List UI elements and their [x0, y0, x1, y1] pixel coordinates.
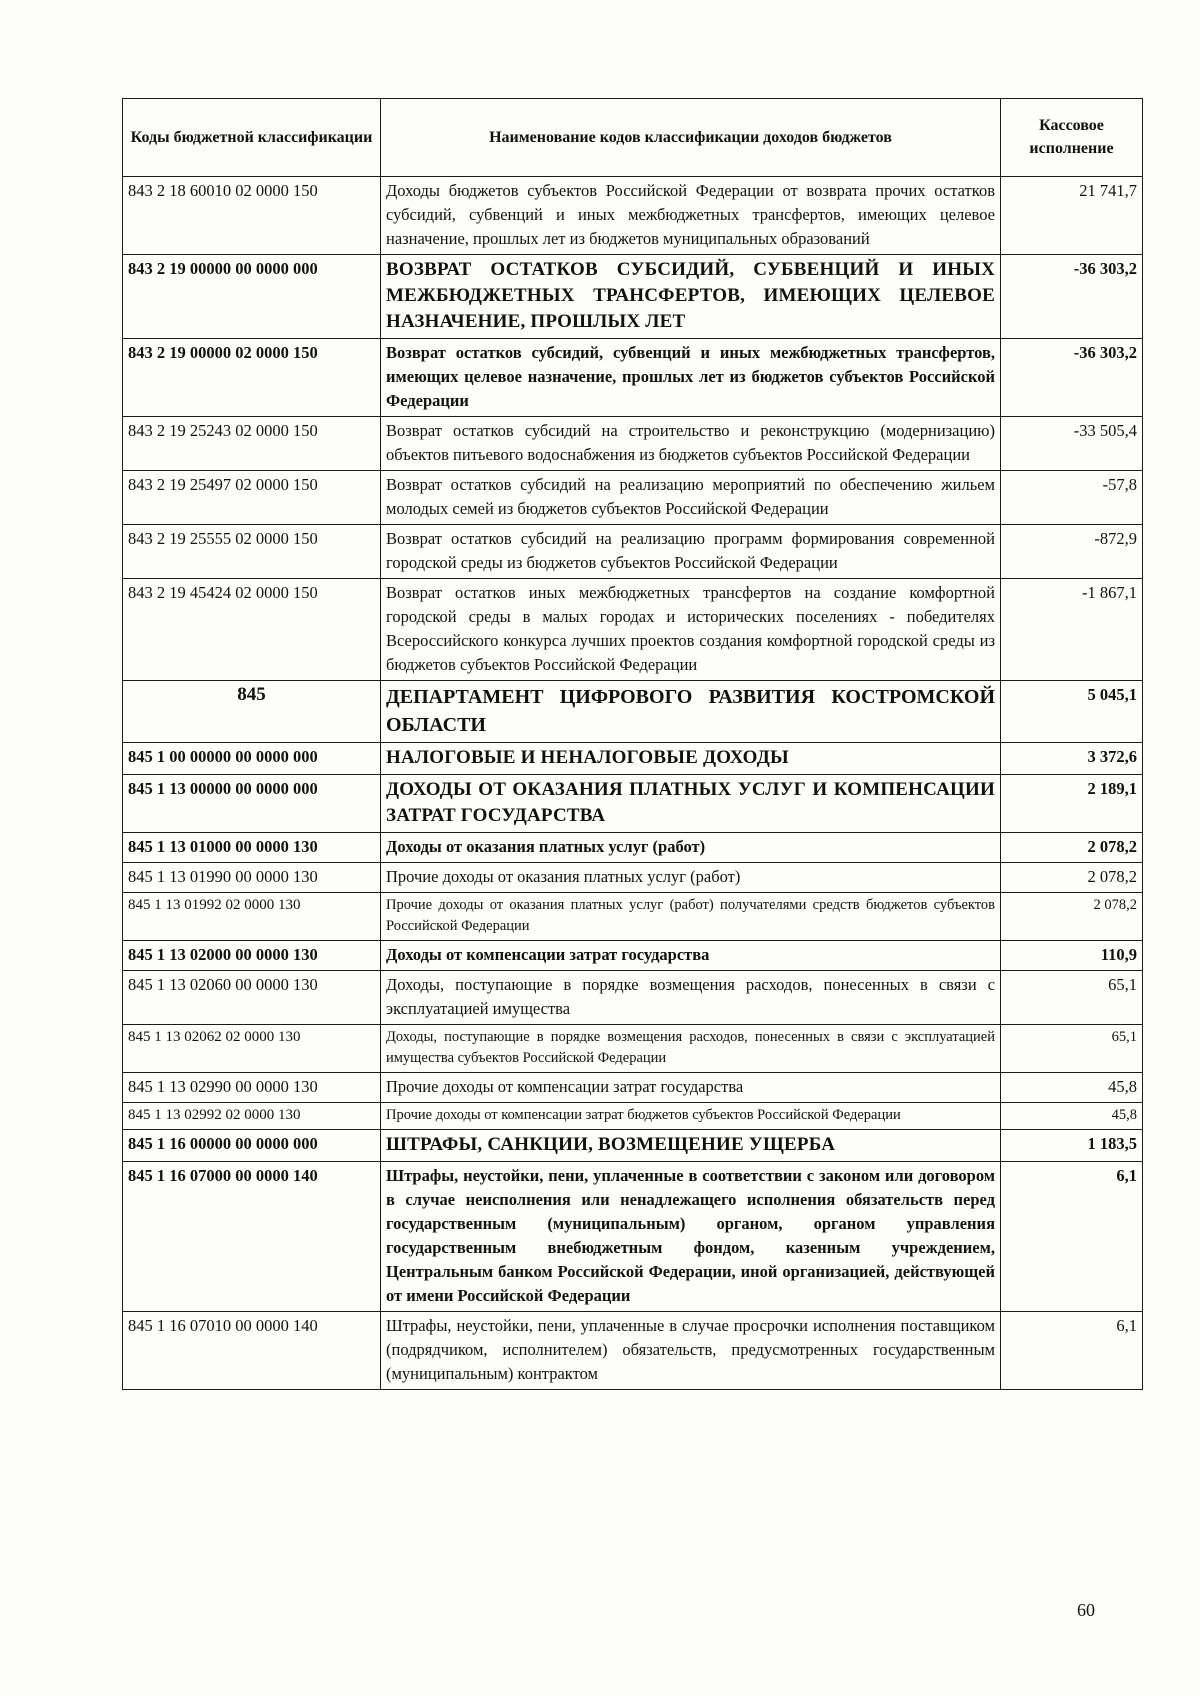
row-name: Прочие доходы от компенсации затрат государства [381, 1073, 1001, 1103]
header-amount: Кассовое исполнение [1001, 99, 1143, 177]
row-amount: 5 045,1 [1001, 681, 1143, 743]
table-row [123, 525, 1143, 579]
table-row [123, 971, 1143, 1025]
row-code: 845 1 13 01000 00 0000 130 [123, 833, 381, 863]
row-name: Возврат остатков субсидий на строительство и реконструкцию (модернизацию) объектов питьевого водоснабжения из бюджетов субъектов Российской Федерации [381, 417, 1001, 471]
row-name: НАЛОГОВЫЕ И НЕНАЛОГОВЫЕ ДОХОДЫ [381, 743, 1001, 775]
row-amount: -872,9 [1001, 525, 1143, 579]
row-amount: 6,1 [1001, 1312, 1143, 1390]
row-code: 845 1 13 02060 00 0000 130 [123, 971, 381, 1025]
row-amount: 21 741,7 [1001, 177, 1143, 255]
row-code: 845 1 00 00000 00 0000 000 [123, 743, 381, 775]
table-row [123, 863, 1143, 893]
row-code: 845 1 16 07000 00 0000 140 [123, 1162, 381, 1312]
row-name: Доходы, поступающие в порядке возмещения расходов, понесенных в связи с эксплуатацией имущества субъектов Российской Федерации [381, 1025, 1001, 1073]
row-amount: 6,1 [1001, 1162, 1143, 1312]
row-code: 843 2 19 00000 02 0000 150 [123, 339, 381, 417]
table-row [123, 1312, 1143, 1390]
row-name: Прочие доходы от оказания платных услуг (работ) [381, 863, 1001, 893]
row-name: Прочие доходы от компенсации затрат бюджетов субъектов Российской Федерации [381, 1103, 1001, 1130]
table-row [123, 1130, 1143, 1162]
row-code: 845 1 16 07010 00 0000 140 [123, 1312, 381, 1390]
row-name: Возврат остатков иных межбюджетных трансфертов на создание комфортной городской среды в малых городах и исторических поселениях - победителях Всероссийского конкурса лучших проектов создания комфортной городской среды из бюджетов субъектов Российской Федерации [381, 579, 1001, 681]
row-name: Штрафы, неустойки, пени, уплаченные в случае просрочки исполнения поставщиком (подрядчиком, исполнителем) обязательств, предусмотренных государственным (муниципальным) контрактом [381, 1312, 1001, 1390]
row-name: ШТРАФЫ, САНКЦИИ, ВОЗМЕЩЕНИЕ УЩЕРБА [381, 1130, 1001, 1162]
row-amount: 2 078,2 [1001, 863, 1143, 893]
table-row [123, 471, 1143, 525]
row-name: Возврат остатков субсидий, субвенций и иных межбюджетных трансфертов, имеющих целевое назначение, прошлых лет из бюджетов субъектов Российской Федерации [381, 339, 1001, 417]
table-row [123, 339, 1143, 417]
table-row [123, 1073, 1143, 1103]
row-code: 845 1 13 02992 02 0000 130 [123, 1103, 381, 1130]
row-amount: 1 183,5 [1001, 1130, 1143, 1162]
row-amount: 45,8 [1001, 1103, 1143, 1130]
row-code: 845 1 13 01992 02 0000 130 [123, 893, 381, 941]
row-amount: -36 303,2 [1001, 339, 1143, 417]
row-name: ВОЗВРАТ ОСТАТКОВ СУБСИДИЙ, СУБВЕНЦИЙ И ИНЫХ МЕЖБЮДЖЕТНЫХ ТРАНСФЕРТОВ, ИМЕЮЩИХ ЦЕЛЕВОЕ НАЗНАЧЕНИЕ, ПРОШЛЫХ ЛЕТ [381, 255, 1001, 339]
table-row [123, 775, 1143, 833]
budget-income-table [122, 98, 1143, 1390]
table-row [123, 893, 1143, 941]
table-row [123, 1162, 1143, 1312]
row-amount: 2 078,2 [1001, 833, 1143, 863]
table-row [123, 1025, 1143, 1073]
row-code: 843 2 19 00000 00 0000 000 [123, 255, 381, 339]
row-name: Возврат остатков субсидий на реализацию программ формирования современной городской среды из бюджетов субъектов Российской Федерации [381, 525, 1001, 579]
table-header-row [123, 99, 1143, 177]
row-name: Доходы бюджетов субъектов Российской Федерации от возврата прочих остатков субсидий, субвенций и иных межбюджетных трансфертов, имеющих целевое назначение, прошлых лет из бюджетов муниципальных образований [381, 177, 1001, 255]
row-code: 845 [123, 681, 381, 743]
row-code: 845 1 13 02000 00 0000 130 [123, 941, 381, 971]
table-row [123, 1103, 1143, 1130]
row-amount: 110,9 [1001, 941, 1143, 971]
row-amount: -33 505,4 [1001, 417, 1143, 471]
row-code: 845 1 16 00000 00 0000 000 [123, 1130, 381, 1162]
page-number: 60 [1077, 1600, 1095, 1620]
row-amount: 2 189,1 [1001, 775, 1143, 833]
row-amount: -36 303,2 [1001, 255, 1143, 339]
row-code: 843 2 18 60010 02 0000 150 [123, 177, 381, 255]
row-code: 843 2 19 25555 02 0000 150 [123, 525, 381, 579]
table-row [123, 255, 1143, 339]
row-amount: -57,8 [1001, 471, 1143, 525]
row-name: Доходы от компенсации затрат государства [381, 941, 1001, 971]
row-code: 843 2 19 25243 02 0000 150 [123, 417, 381, 471]
row-code: 845 1 13 02062 02 0000 130 [123, 1025, 381, 1073]
row-name: Возврат остатков субсидий на реализацию мероприятий по обеспечению жильем молодых семей из бюджетов субъектов Российской Федерации [381, 471, 1001, 525]
table-row-department [123, 681, 1143, 743]
table-row [123, 177, 1143, 255]
row-name: Штрафы, неустойки, пени, уплаченные в соответствии с законом или договором в случае неисполнения или ненадлежащего исполнения обязательств перед государственным (муниципальным) органом, органом управления государственным внебюджетным фондом, казенным учреждением, Центральным банком Российской Федерации, иной организацией, действующей от имени Российской Федерации [381, 1162, 1001, 1312]
row-amount: 45,8 [1001, 1073, 1143, 1103]
row-code: 845 1 13 00000 00 0000 000 [123, 775, 381, 833]
table-row [123, 579, 1143, 681]
row-amount: 3 372,6 [1001, 743, 1143, 775]
header-name: Наименование кодов классификации доходов бюджетов [381, 99, 1001, 177]
row-code: 845 1 13 02990 00 0000 130 [123, 1073, 381, 1103]
row-amount: 65,1 [1001, 971, 1143, 1025]
table-row [123, 941, 1143, 971]
row-amount: 65,1 [1001, 1025, 1143, 1073]
row-amount: 2 078,2 [1001, 893, 1143, 941]
row-name: Прочие доходы от оказания платных услуг (работ) получателями средств бюджетов субъектов Российской Федерации [381, 893, 1001, 941]
row-name: ДОХОДЫ ОТ ОКАЗАНИЯ ПЛАТНЫХ УСЛУГ И КОМПЕНСАЦИИ ЗАТРАТ ГОСУДАРСТВА [381, 775, 1001, 833]
table-row [123, 743, 1143, 775]
row-name: ДЕПАРТАМЕНТ ЦИФРОВОГО РАЗВИТИЯ КОСТРОМСКОЙ ОБЛАСТИ [381, 681, 1001, 743]
table-row [123, 417, 1143, 471]
row-name: Доходы, поступающие в порядке возмещения расходов, понесенных в связи с эксплуатацией имущества [381, 971, 1001, 1025]
row-code: 845 1 13 01990 00 0000 130 [123, 863, 381, 893]
header-code: Коды бюджетной классификации [123, 99, 381, 177]
row-code: 843 2 19 45424 02 0000 150 [123, 579, 381, 681]
row-code: 843 2 19 25497 02 0000 150 [123, 471, 381, 525]
row-amount: -1 867,1 [1001, 579, 1143, 681]
table-row [123, 833, 1143, 863]
row-name: Доходы от оказания платных услуг (работ) [381, 833, 1001, 863]
